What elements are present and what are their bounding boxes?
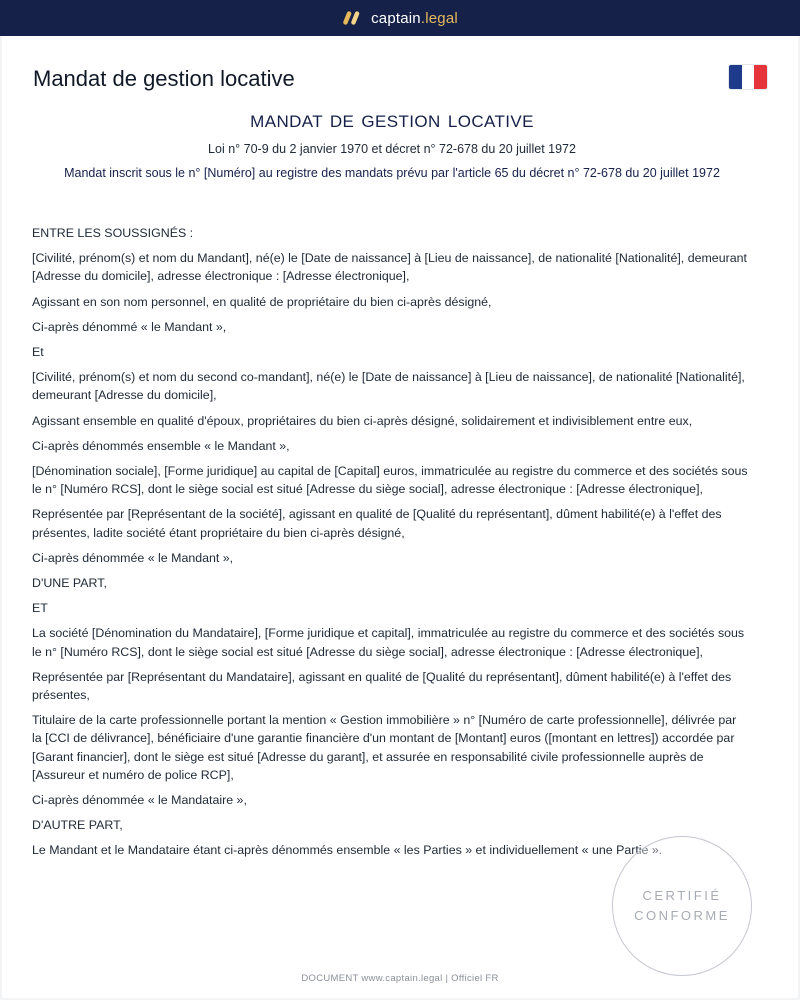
header-title: MANDAT DE GESTION LOCATIVE [250, 112, 534, 131]
document-page [2, 36, 798, 998]
document-paragraph: Ci-après dénommé « le Mandant », [32, 319, 227, 334]
stamp-line-2: CONFORME [634, 908, 730, 923]
document-paragraph: Et [32, 345, 44, 360]
document-paragraph: Agissant en son nom personnel, en qualité de propriétaire du bien ci-après désigné, [32, 294, 492, 309]
flag-white-stripe [742, 65, 755, 89]
document-paragraph: La société [Dénomination du Mandataire], [Forme juridique et capital], immatriculée au registre du commerce et des sociétés sous le n° [Numéro RCS], dont le siège social est situé [Adresse du siège social], adresse électronique : [Adresse électronique], [32, 626, 745, 659]
header-registry-note: Mandat inscrit sous le n° [Numéro] au registre des mandats prévu par l'article 65 du décret n° 72-678 du 20 juillet 1972 [64, 166, 720, 180]
document-paragraph: Agissant ensemble en qualité d'époux, propriétaires du bien ci-après désigné, solidairement et indivisiblement entre eux, [32, 413, 693, 428]
header-law-reference: Loi n° 70-9 du 2 janvier 1970 et décret n° 72-678 du 20 juillet 1972 [208, 142, 576, 156]
brand-tld: .legal [420, 9, 458, 27]
document-header [32, 110, 752, 182]
stamp-line-1: CERTIFIÉ [642, 888, 722, 903]
brand-logo[interactable] [342, 10, 458, 27]
footer-text: DOCUMENT www.captain.legal | Officiel FR [301, 973, 499, 984]
flag-red-stripe [754, 65, 767, 89]
document-paragraph: Titulaire de la carte professionnelle portant la mention « Gestion immobilière » n° [Numéro de carte professionnelle], délivrée par la [CCI de délivrance], bénéficiaire d'une garantie financière d'un montant de [Montant] euros ([montant en lettres]) accordée par [Garant financier], dont le siège est situé [Adresse du garant], et assurée en responsabilité civile professionnelle auprès de [Assureur et numéro de police RCP], [32, 713, 737, 782]
document-paragraph: D'AUTRE PART, [32, 818, 123, 833]
flag-blue-stripe [729, 65, 742, 89]
document-paragraph: Représentée par [Représentant du Mandataire], agissant en qualité de [Qualité du représentant], dûment habilité(e) à l'effet des présentes, [32, 669, 732, 703]
captain-logo-icon [342, 10, 362, 26]
document-paragraph: [Dénomination sociale], [Forme juridique] au capital de [Capital] euros, immatriculée au registre du commerce et des sociétés sous le n° [Numéro RCS], dont le siège social est situé [Adresse du siège social], adresse électronique : [Adresse électronique], [32, 464, 748, 497]
document-body [32, 224, 748, 867]
document-paragraph: ENTRE LES SOUSSIGNÉS : [32, 226, 194, 240]
document-paragraph: D'UNE PART, [32, 576, 107, 591]
france-flag-icon [729, 65, 767, 89]
document-paragraph: [Civilité, prénom(s) et nom du second co-mandant], né(e) le [Date de naissance] à [Lieu de naissance], de nationalité [Nationalité], demeurant [Adresse du domicile], [32, 370, 745, 403]
document-paragraph: Ci-après dénommée « le Mandataire », [32, 793, 247, 808]
top-bar [0, 0, 800, 36]
document-paragraph: Le Mandant et le Mandataire étant ci-après dénommés ensemble « les Parties » et individuellement « une Partie ». [32, 843, 663, 858]
document-paragraph: Représentée par [Représentant de la société], agissant en qualité de [Qualité du représentant], dûment habilité(e) à l'effet des présentes, ladite société étant propriétaire du bien ci-après désigné, [32, 507, 722, 540]
brand-name: captain [371, 9, 421, 27]
certified-stamp [612, 836, 752, 976]
document-paragraph: Ci-après dénommés ensemble « le Mandant », [32, 438, 290, 453]
brand-text [371, 10, 458, 27]
document-paragraph: Ci-après dénommée « le Mandant », [32, 550, 234, 565]
document-paragraph: [Civilité, prénom(s) et nom du Mandant], né(e) le [Date de naissance] à [Lieu de naissance], de nationalité [Nationalité], demeurant [Adresse du domicile], adresse électronique : [Adresse électronique], [32, 251, 747, 284]
document-title: Mandat de gestion locative [33, 66, 295, 91]
document-paragraph: ET [32, 601, 48, 616]
